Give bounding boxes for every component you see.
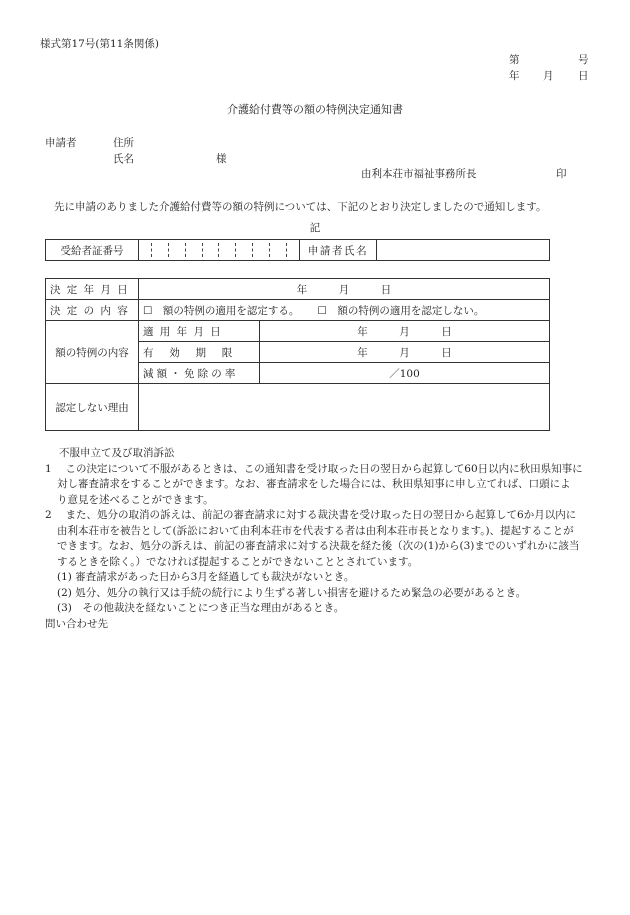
date-month: 月: [543, 70, 554, 82]
special-content-label: 額の特例の内容: [46, 321, 139, 384]
form-number: 様式第17号(第11条関係): [40, 38, 159, 50]
note-item-2-cont: できます。なお、処分の訴えは、前記の審査請求に対する決裁を経た後（次の(1)から(3)までのいずれかに該当: [57, 540, 580, 552]
note-item-2: 2 また、処分の取消の訴えは、前記の審査請求に対する裁決書を受け取った日の翌日から起算して6か月以内に: [45, 509, 577, 521]
note-sub-1: (1) 審査請求があった日から3月を経過しても裁決がないとき。: [57, 571, 355, 583]
address-label: 住所: [113, 137, 134, 149]
digit-divider: [168, 243, 169, 257]
decision-content-options: [139, 300, 550, 321]
notes-section: [45, 446, 583, 632]
intro-text: 先に申請のありました介護給付費等の額の特例については、下記のとおり決定しましたので通知します。: [54, 201, 547, 213]
digit-divider: [151, 243, 152, 257]
contact-label: 問い合わせ先: [45, 617, 108, 630]
digit-divider: [252, 243, 253, 257]
reduction-rate-value[interactable]: ／100: [260, 363, 550, 384]
decision-date-value[interactable]: 年 月 日: [139, 279, 550, 300]
note-item-2-cont: 由利本荘市を被告として(訴訟において由利本荘市を代表する者は由利本荘市長となります。)、提起することが: [57, 524, 574, 537]
note-sub-2: (2) 処分、処分の執行又は手続の続行により生ずる著しい損害を避けるため緊急の必要があるとき。: [57, 586, 527, 599]
applicant-name-label: 申請者氏名: [300, 240, 377, 261]
valid-until-label: 有効期限: [139, 342, 260, 363]
digit-divider: [185, 243, 186, 257]
honorific: 様: [216, 153, 227, 165]
note-item-1-cont: り意見を述べることができます。: [57, 493, 214, 506]
digit-divider: [218, 243, 219, 257]
date-day: 日: [578, 70, 589, 82]
digit-divider: [286, 243, 287, 257]
decision-date-label: 決定年月日: [46, 279, 139, 300]
issuer-name: 由利本荘市福祉事務所長: [361, 168, 477, 180]
cert-number-field[interactable]: [139, 240, 300, 261]
digit-divider: [269, 243, 270, 257]
approve-checkbox[interactable]: ☐ 額の特例の適用を認定する。: [143, 304, 300, 317]
reason-field[interactable]: [139, 384, 550, 431]
name-label: 氏名: [113, 153, 134, 165]
reduction-rate-label: 減額・免除の率: [139, 363, 260, 384]
applicant-label: 申請者: [45, 137, 77, 149]
reason-label: 認定しない理由: [46, 384, 139, 431]
note-item-1-cont: 対し審査請求をすることができます。なお、審査請求をした場合には、秋田県知事に申し立てれば、口頭によ: [57, 478, 571, 490]
decision-content-label: 決定の内容: [46, 300, 139, 321]
ki-heading: 記: [309, 222, 321, 234]
valid-until-value[interactable]: 年 月 日: [260, 342, 550, 363]
apply-date-label: 適用年月日: [139, 321, 260, 342]
date-year: 年: [509, 70, 520, 82]
issuer-seal: 印: [556, 168, 567, 180]
digit-divider: [202, 243, 203, 257]
recipient-table: [45, 239, 550, 261]
applicant-name-field[interactable]: [377, 240, 550, 261]
decision-table: [45, 278, 550, 431]
note-item-2-cont: するときを除く。）でなければ提起することができないこととされています。: [57, 555, 419, 568]
deny-checkbox[interactable]: ☐ 額の特例の適用を認定しない。: [317, 304, 485, 317]
apply-date-value[interactable]: 年 月 日: [260, 321, 550, 342]
note-item-1: 1 この決定について不服があるときは、この通知書を受け取った日の翌日から起算して60日以内に秋田県知事に: [45, 462, 583, 475]
cert-number-label: 受給者証番号: [46, 240, 139, 261]
doc-number-go: 号: [578, 54, 589, 66]
digit-divider: [235, 243, 236, 257]
doc-number-dai: 第: [509, 54, 520, 66]
note-sub-3: (3) その他裁決を経ないことにつき正当な理由があるとき。: [57, 602, 345, 614]
page-title: 介護給付費等の額の特例決定通知書: [227, 103, 403, 116]
notes-heading: 不服申立て及び取消訴訟: [59, 447, 175, 459]
